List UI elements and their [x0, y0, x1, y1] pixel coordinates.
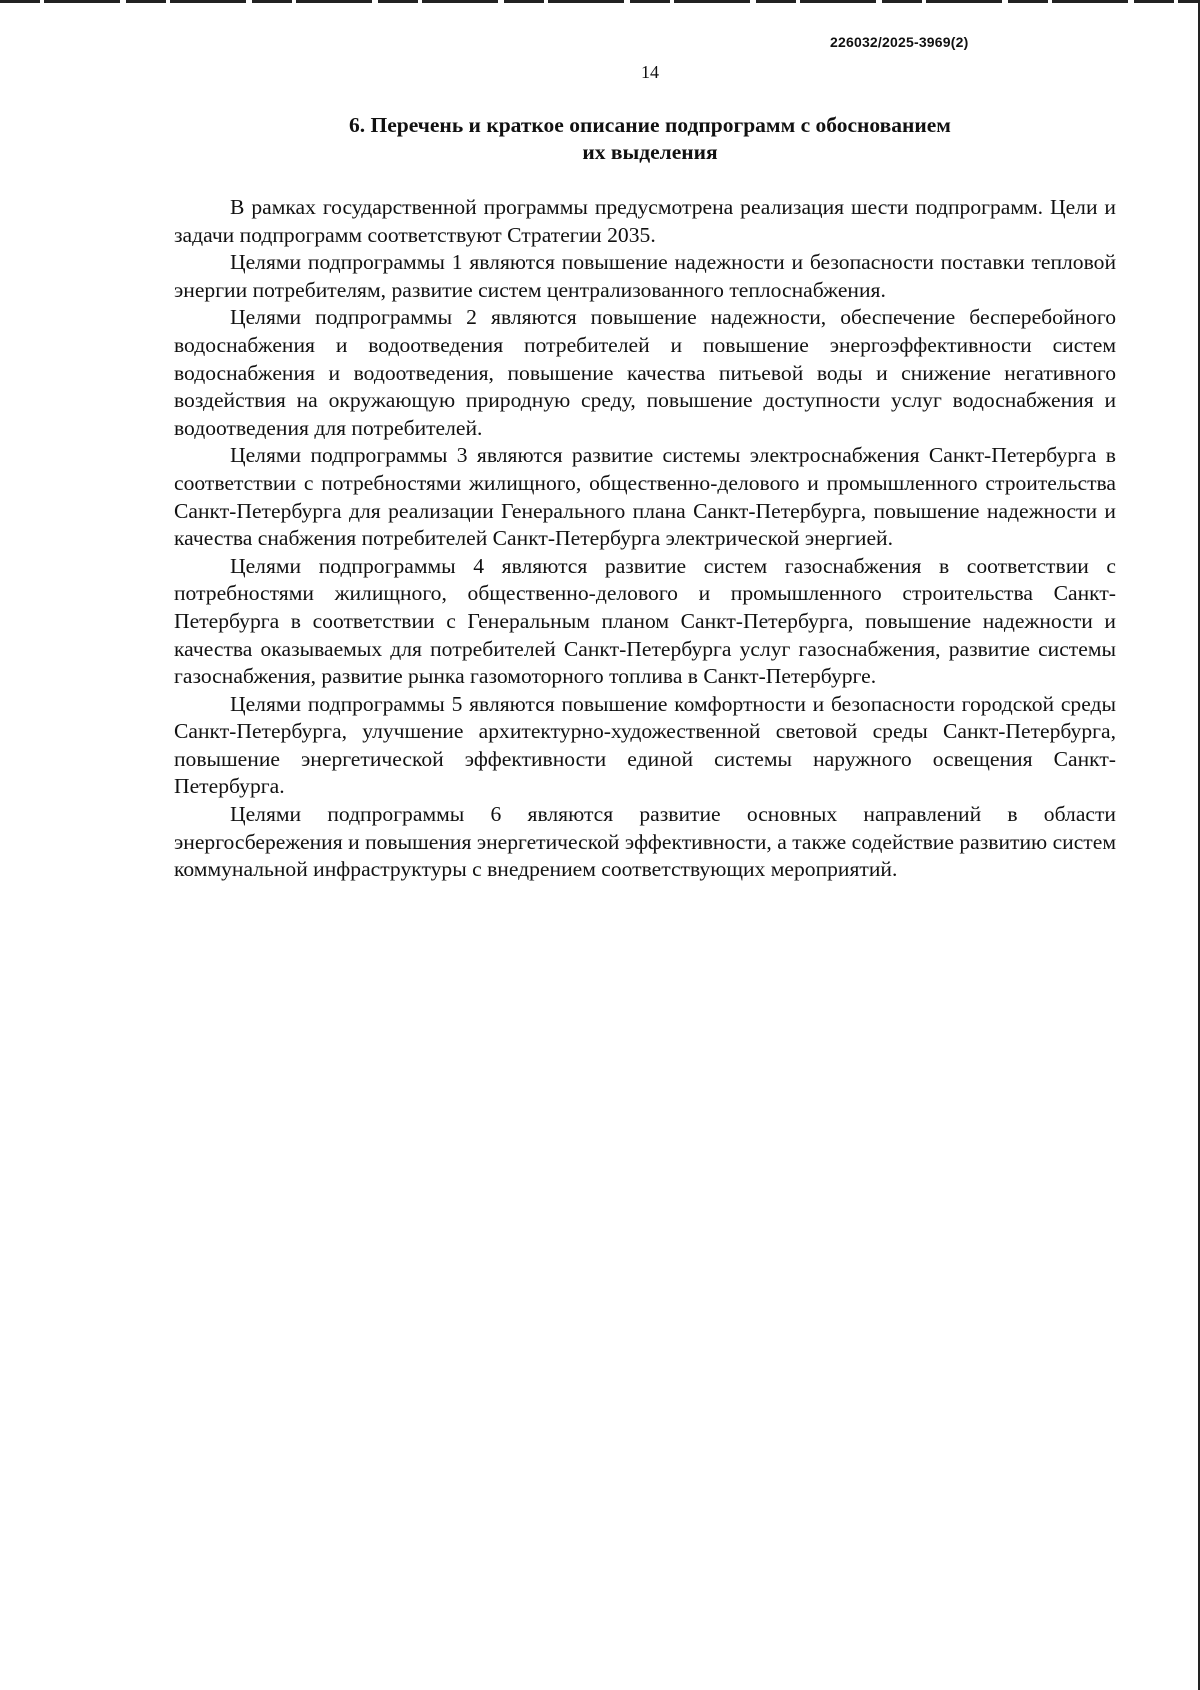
paragraph-intro: В рамках государственной программы предусмотрена реализация шести подпрограмм. Цели и задачи подпрограмм соответствуют Стратегии 2035. — [174, 195, 1116, 247]
paragraph-subprogram-1: Целями подпрограммы 1 являются повышение надежности и безопасности поставки тепловой энергии потребителям, развитие систем централизованного теплоснабжения. — [174, 250, 1116, 302]
paragraph-subprogram-3: Целями подпрограммы 3 являются развитие системы электроснабжения Санкт-Петербурга в соответствии с потребностями жилищного, общественно-делового и промышленного строительства Санкт-Петербурга для реализации Генерального плана Санкт-Петербурга, повышение надежности и качества снабжения потребителей Санкт-Петербурга электрической энергией. — [174, 443, 1116, 551]
section-title-line-2: их выделения — [582, 140, 718, 164]
body-text — [174, 194, 1116, 884]
section-title — [250, 112, 1050, 166]
paragraph-subprogram-4: Целями подпрограммы 4 являются развитие систем газоснабжения в соответствии с потребностями жилищного, общественно-делового и промышленного строительства Санкт-Петербурга в соответствии с Генеральным планом Санкт-Петербурга, повышение надежности и качества оказываемых для потребителей Санкт-Петербурга услуг газоснабжения, развитие системы газоснабжения, развитие рынка газомоторного топлива в Санкт-Петербурге. — [174, 553, 1116, 689]
paragraph-subprogram-5: Целями подпрограммы 5 являются повышение комфортности и безопасности городской среды Санкт-Петербурга, улучшение архитектурно-художественной световой среды Санкт-Петербурга, повышение энергетической эффективности единой системы наружного освещения Санкт-Петербурга. — [174, 691, 1116, 799]
section-title-line-1: 6. Перечень и краткое описание подпрограмм с обоснованием — [349, 113, 951, 137]
scan-border-top — [0, 0, 1200, 3]
page-number: 14 — [641, 62, 659, 82]
paragraph-subprogram-2: Целями подпрограммы 2 являются повышение надежности, обеспечение бесперебойного водоснабжения и водоотведения потребителей и повышение энергоэффективности систем водоснабжения и водоотведения, повышение качества питьевой воды и снижение негативного воздействия на окружающую природную среду, повышение доступности услуг водоснабжения и водоотведения для потребителей. — [174, 305, 1116, 440]
document-registration-number: 226032/2025-3969(2) — [830, 34, 969, 50]
paragraph-subprogram-6: Целями подпрограммы 6 являются развитие основных направлений в области энергосбережения и повышения энергетической эффективности, а также содействие развитию систем коммунальной инфраструктуры с внедрением соответствующих мероприятий. — [174, 802, 1116, 882]
